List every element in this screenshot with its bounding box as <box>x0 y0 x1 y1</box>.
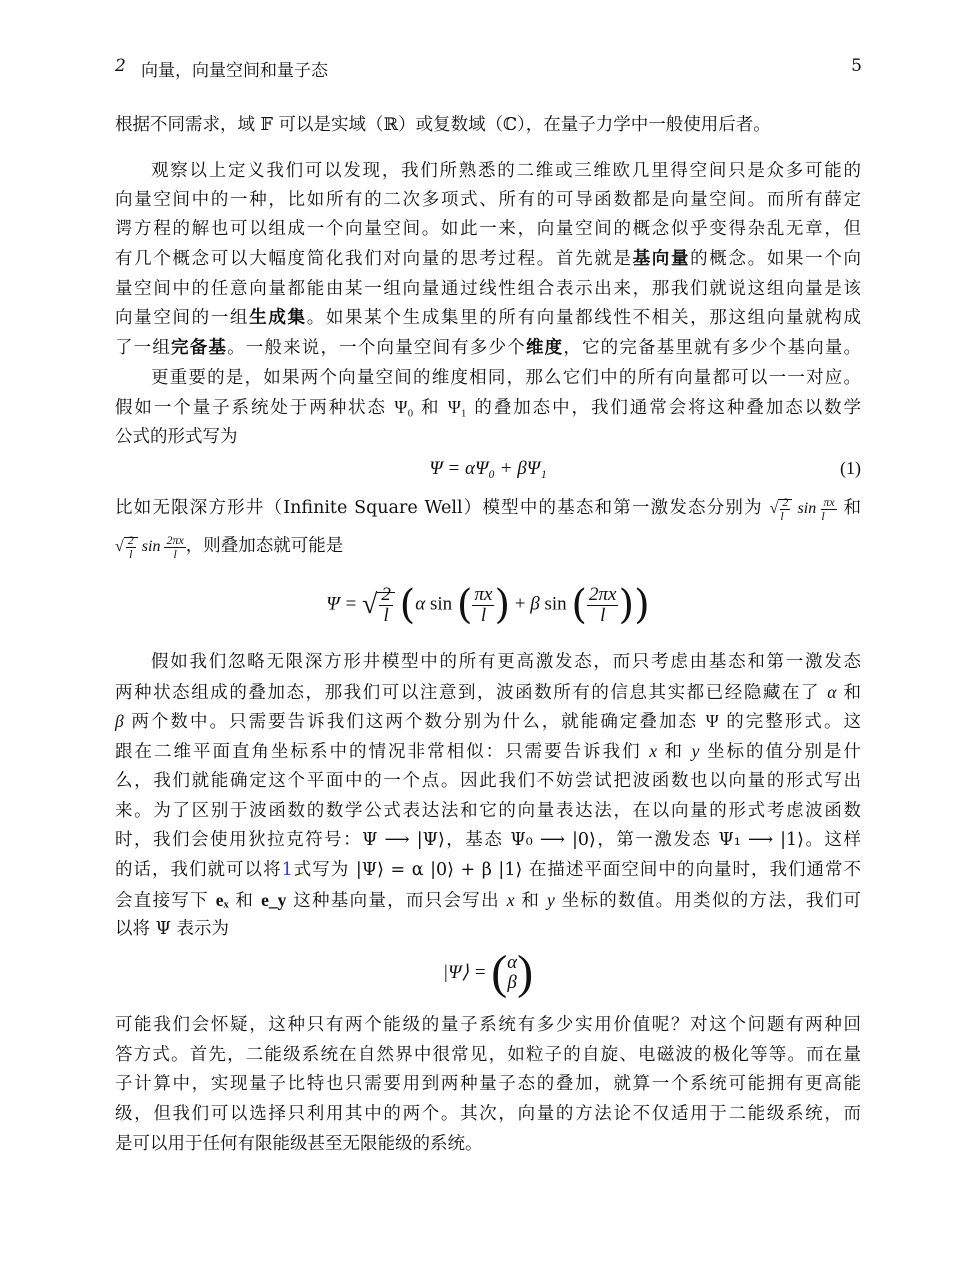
paragraph-line: √ $\frac{2}{l}$ sin $\frac{2\pi x}{l}$ ，则叠加态就可能是 <box>115 533 344 561</box>
paragraph-line: 是可以用于任何有限能级甚至无限能级的系统。 <box>115 1134 483 1154</box>
paragraph-line: β 两个数中。只需要告诉我们这两个数分别为什么，就能确定叠加态 Ψ 的完整形式。这 <box>115 711 862 732</box>
paragraph-line: 更重要的是，如果两个向量空间的维度相同，那么它们中的所有向量都可以一一对应。 <box>151 368 861 388</box>
paragraph-line: 假如我们忽略无限深方形井模型中的所有更高激发态，而只考虑由基态和第一激发态 <box>151 652 861 672</box>
equation-state-vector: |Ψ⟩ = ( α β ) <box>442 946 534 999</box>
term-spanning-set: 生成集 <box>249 308 307 328</box>
paragraph-line: 时，我们会使用狄拉克符号：Ψ ⟶ |Ψ⟩，基态 Ψ₀ ⟶ |0⟩，第一激发态 Ψ₁ ⟶ |1⟩。这样 <box>115 830 861 850</box>
paragraph-line: 量空间中的任意向量都能由某一组向量通过线性组合表示出来，那我们就说这组向量是该 <box>115 279 861 299</box>
running-head <box>115 56 862 80</box>
chapter-number: 2 <box>115 56 126 76</box>
equation-reference-link[interactable]: 1 <box>281 860 293 880</box>
paragraph-line: 两种状态组成的叠加态，那我们可以注意到，波函数所有的信息其实都已经隐藏在了 α 和 <box>115 682 861 703</box>
paragraph-line: 以将 Ψ 表示为 <box>115 919 229 939</box>
page-number: 5 <box>851 56 862 76</box>
paragraph-line: 有几个概念可以大幅度简化我们对向量的思考过程。首先就是基向量的概念。如果一个向 <box>115 249 862 269</box>
paragraph-line: 跟在二维平面直角坐标系中的情况非常相似：只需要告诉我们 x 和 y 坐标的值分别是什 <box>115 741 861 762</box>
paragraph-line: 公式的形式写为 <box>115 427 238 447</box>
paragraph-line: 比如无限深方形井（Infinite Square Well）模型中的基态和第一激发态分别为 √ $\frac{2}{l}$ sin $\frac{\pi x}{l}$ 和 <box>115 495 862 523</box>
paragraph-line: 向量空间的一组生成集。如果某个生成集里的所有向量都线性不相关，那这组向量就构成 <box>115 308 862 328</box>
paragraph-line: 根据不同需求，域 𝔽 可以是实域（ℝ）或复数域（ℂ），在量子力学中一般使用后者。 <box>115 115 771 135</box>
paragraph-line: 子计算中，实现量子比特也只需要用到两种量子态的叠加，就算一个系统可能拥有更高能 <box>115 1074 861 1094</box>
ground-state-formula: √ $\frac{2}{l}$ sin $\frac{\pi x}{l}$ <box>769 495 835 523</box>
term-complete-basis: 完备基 <box>171 338 228 358</box>
equation-superposition: Ψ = √ $\frac{2}{l}$ (α sin ( $\frac{\pi x}{l}$ ) + β sin ( $\frac{2\pi x}{l}$ )) <box>326 582 650 628</box>
paragraph-line: 会直接写下 eₓ 和 e_y 这种基向量，而只会写出 x 和 y 坐标的数值。用类似的方法，我们可 <box>115 890 861 911</box>
paragraph-line: 么，我们就能确定这个平面中的一个点。因此我们不妨尝试把波函数也以向量的形式写出 <box>115 771 861 791</box>
equation-1 <box>115 458 861 480</box>
paragraph-line: 观察以上定义我们可以发现，我们所熟悉的二维或三维欧几里得空间只是众多可能的 <box>151 161 861 181</box>
equation-number: (1) <box>840 458 861 478</box>
paragraph-line: 了一组完备基。一般来说，一个向量空间有多少个维度，它的完备基里就有多少个基向量。 <box>115 338 862 358</box>
first-excited-formula: √ $\frac{2}{l}$ sin $\frac{2\pi x}{l}$ <box>115 533 184 561</box>
paragraph-line: 可能我们会怀疑，这种只有两个能级的量子系统有多少实用价值呢？对这个问题有两种回 <box>115 1015 861 1035</box>
paragraph-line: 答方式。首先，二能级系统在自然界中很常见，如粒子的自旋、电磁波的极化等等。而在量 <box>115 1045 861 1065</box>
paragraph-line: 级，但我们可以选择只利用其中的两个。其次，向量的方法论不仅适用于二能级系统，而 <box>115 1104 861 1124</box>
paragraph-line: 向量空间中的一种，比如所有的二次多项式、所有的可导函数都是向量空间。而所有薛定 <box>115 190 861 210</box>
paragraph-line: 谔方程的解也可以组成一个向量空间。如此一来，向量空间的概念似乎变得杂乱无章，但 <box>115 219 861 239</box>
chapter-title: 向量，向量空间和量子态 <box>141 61 328 81</box>
term-basis-vector: 基向量 <box>632 249 691 269</box>
equation-1-body: Ψ = αΨ₀ + βΨ₁ <box>429 458 547 479</box>
term-dimension: 维度 <box>525 338 564 358</box>
paragraph-line: 的话，我们就可以将1式写为 |Ψ⟩ = α |0⟩ + β |1⟩ 在描述平面空间中的向量时，我们通常不 <box>115 860 862 880</box>
paragraph-line: 假如一个量子系统处于两种状态 Ψ₀ 和 Ψ₁ 的叠加态中，我们通常会将这种叠加态以数学 <box>115 397 861 418</box>
paragraph-line: 来。为了区别于波函数的数学公式表达法和它的向量表达法，在以向量的形式考虑波函数 <box>115 801 861 821</box>
